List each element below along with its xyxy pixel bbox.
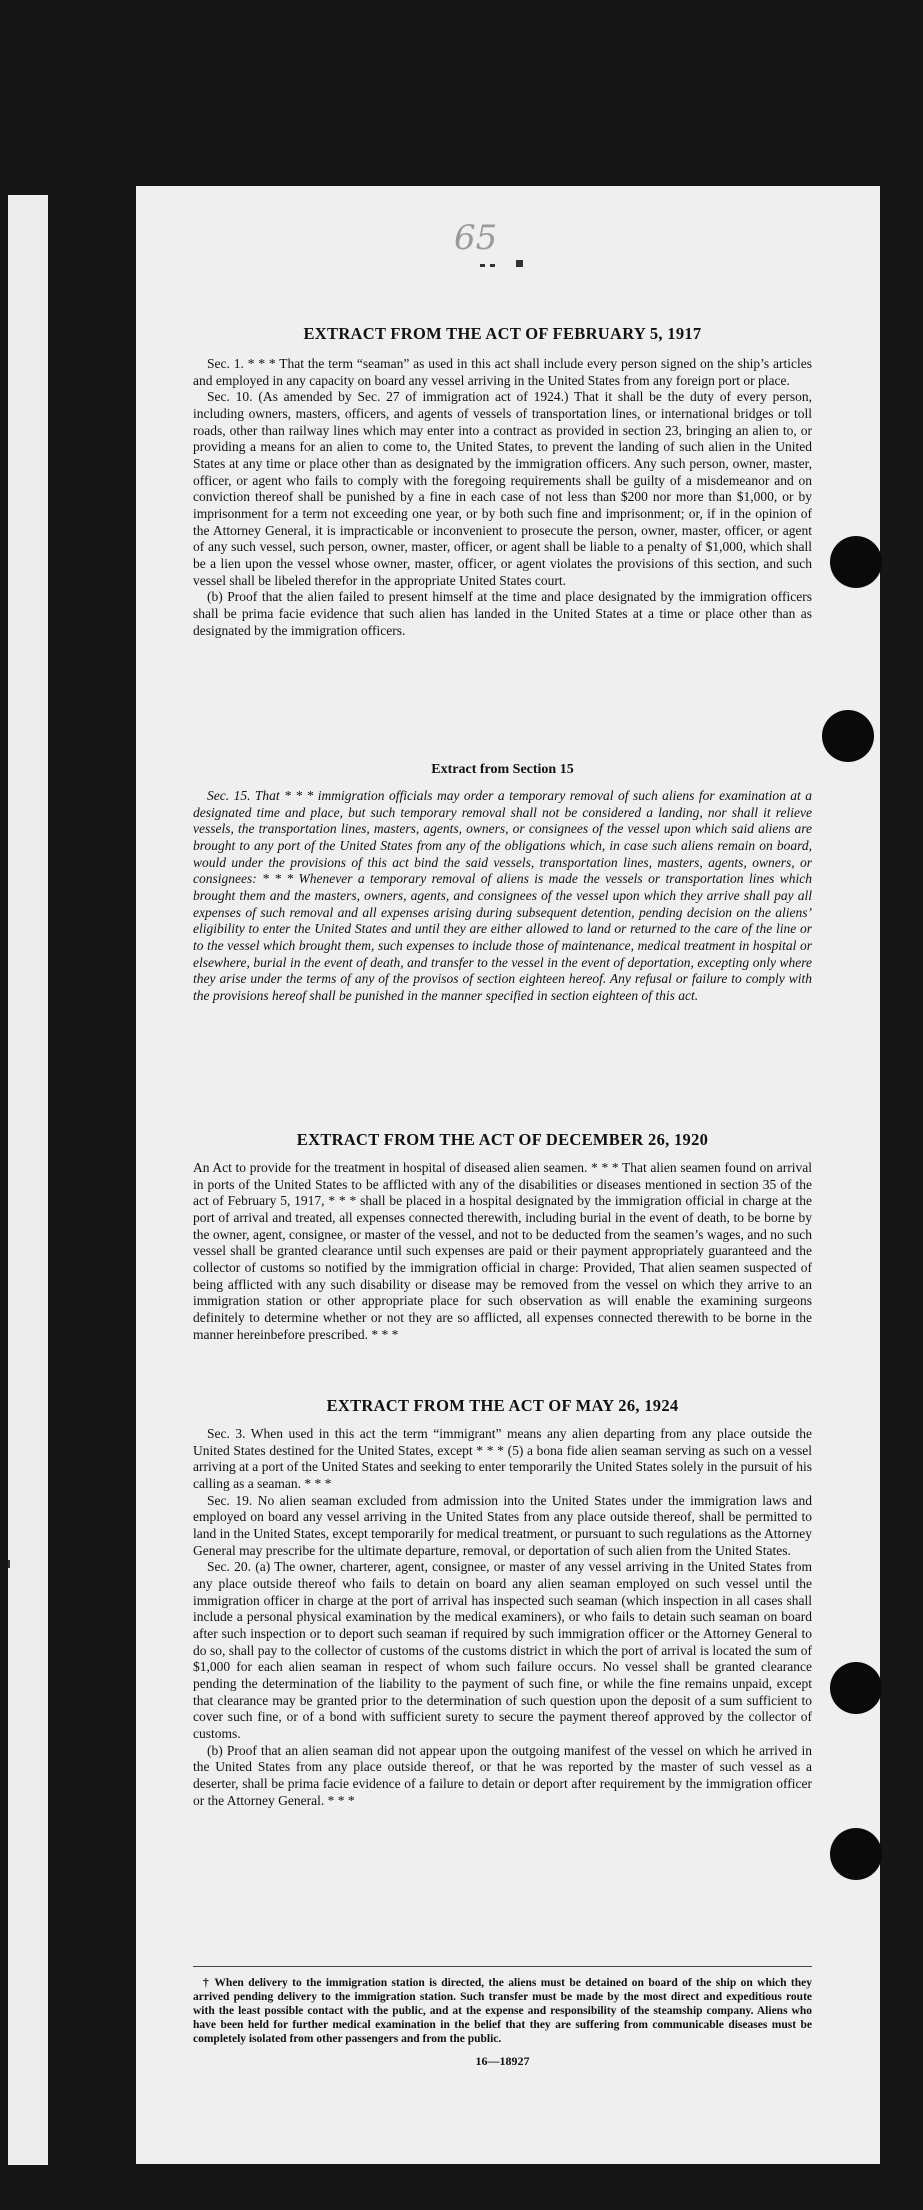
edge-speck bbox=[8, 1560, 10, 1568]
punch-hole bbox=[830, 536, 882, 588]
footnote-divider bbox=[193, 1966, 812, 1967]
punch-hole bbox=[830, 1828, 882, 1880]
section-heading: Extract from Section 15 bbox=[431, 762, 574, 777]
paragraph-sec-3: Sec. 3. When used in this act the term “immigrant” means any alien departing from any place outside the United States destined for the United States, except * * * (5) a bona fide alien seaman serving as such on a vessel arriving at a port of the United States and seeking to enter temporarily the United States solely in the pursuit of his calling as a seaman. * * * bbox=[193, 1426, 812, 1492]
document-page bbox=[136, 186, 880, 2164]
punch-hole bbox=[830, 1662, 882, 1714]
paragraph-sec-20-a: Sec. 20. (a) The owner, charterer, agent, consignee, or master of any vessel arriving in the United States from any place outside thereof who fails to detain on board any alien seaman employed on such vessel until the immigration officer in charge at the port of arrival has inspected such seaman (which inspection in all cases shall include a personal physical examination by the medical examiners), or who fails to detain such seaman on board after such inspection or to deport such seaman if required by such immigration officer or the Attorney General to do so, shall pay to the collector of customs of the customs district in which the port of arrival is located the sum of $1,000 for each alien seaman in respect of whom such failure occurs. No vessel shall be granted clearance pending the determination of the liability to the payment of such fine, or while the fine remains unpaid, except that clearance may be granted prior to the determination of such question upon the deposit of a sum sufficient to cover such fine, or of a bond with sufficient surety to secure the payment thereof approved by the collector of customs. bbox=[193, 1559, 812, 1742]
ink-marks bbox=[472, 260, 542, 272]
section-15-extract bbox=[193, 762, 812, 1005]
section-dec-1920 bbox=[193, 1130, 812, 1343]
paragraph-sec-10-b: (b) Proof that the alien failed to present himself at the time and place designated by the immigration officers shall be prima facie evidence that such alien has landed in the United States at a time or place other than as designated by the immigration officers. bbox=[193, 589, 812, 638]
paragraph-act-1920: An Act to provide for the treatment in hospital of diseased alien seamen. * * * That alien seamen found on arrival in ports of the United States to be afflicted with any of the disabilities or diseases mentioned in section 35 of the act of February 5, 1917, * * * shall be placed in a hospital designated by the immigration official in charge at the port of arrival and treated, all expenses connected therewith, including burial in the event of death, to be borne by the owner, agent, consignee, or master of the vessel, and not to be deducted from the seamen’s wages, and no such vessel shall be granted clearance until such expenses are paid or their payment appropriately guaranteed and the collector of customs so notified by the immigration official in charge: Provided, That alien seamen suspected of being afflicted with any such disability or disease may be removed from the vessel on which they arrive to an immigration station or other appropriate place for such observation as will enable the examining surgeons definitely to determine whether or not they are so afflicted, all expenses connected therewith to be borne in the manner hereinbefore prescribed. * * * bbox=[193, 1160, 812, 1342]
paragraph-sec-19: Sec. 19. No alien seaman excluded from admission into the United States under the immigration laws and employed on board any vessel arriving in the United States from any place outside thereof, shall be permitted to land in the United States, except temporarily for medical treatment, or pursuant to such regulations as the Attorney General may prescribe for the ultimate departure, removal, or deportation of such alien from the United States. bbox=[193, 1492, 812, 1558]
section-heading: EXTRACT FROM THE ACT OF FEBRUARY 5, 1917 bbox=[303, 324, 702, 343]
section-heading: EXTRACT FROM THE ACT OF MAY 26, 1924 bbox=[326, 1396, 679, 1415]
paragraph-sec-20-b: (b) Proof that an alien seaman did not appear upon the outgoing manifest of the vessel on which he arrived in the United States from any place outside thereof, or that he was reported by the master of such vessel as a deserter, shall be prima facie evidence of a failure to detain or deport after requirement by the immigration officer or the Attorney General. * * * bbox=[193, 1742, 812, 1808]
footnote-block bbox=[193, 1976, 812, 2046]
paragraph-sec-1: Sec. 1. * * * That the term “seaman” as used in this act shall include every person signed on the ship’s articles and employed in any capacity on board any vessel arriving in the United States from any foreign port or place. bbox=[193, 356, 812, 388]
page-number: 16—18927 bbox=[475, 2054, 530, 2068]
section-may-1924 bbox=[193, 1396, 812, 1809]
punch-hole bbox=[822, 710, 874, 762]
footnote-text: † When delivery to the immigration station is directed, the aliens must be detained on board of the ship on which they arrived pending delivery to the immigration station. Such transfer must be made by the most direct and expeditious route with the least possible contact with the public, and at the expense and responsibility of the steamship company. Aliens who have been held for further medical examination in the belief that they are suffering from communicable diseases must be completely isolated from other passengers and from the public. bbox=[193, 1977, 812, 2046]
adjacent-page-edge bbox=[8, 195, 48, 2165]
handwritten-page-mark: 65 bbox=[454, 218, 498, 258]
section-feb-1917 bbox=[193, 324, 812, 639]
paragraph-sec-10: Sec. 10. (As amended by Sec. 27 of immigration act of 1924.) That it shall be the duty of every person, including owners, masters, officers, and agents of vessels of transportation lines, or international bridges or toll roads, other than railway lines which may enter into a contract as provided in section 23, bringing an alien to, or providing a means for an alien to come to, the United States, to prevent the landing of such alien in the United States at any time or place other than as designated by the immigration officers. Any such person, owner, master, officer, or agent who fails to comply with the foregoing requirements shall be guilty of a misdemeanor and on conviction thereof shall be punished by a fine in each case of not less than $200 nor more than $1,000, or by imprisonment for a term not exceeding one year, or by both such fine and imprisonment; or, if in the opinion of the Attorney General, it is impracticable or inconvenient to prosecute the person, owner, master, officer, or agent of any such vessel, such person, owner, master, officer, or agent shall be liable to a penalty of $1,000, which shall be a lien upon the vessel whose owner, master, officer, or agent violates the provisions of this section, and such vessel shall be libeled therefor in the appropriate United States court. bbox=[193, 389, 812, 588]
margin-marks bbox=[838, 1180, 848, 1300]
paragraph-sec-15: Sec. 15. That * * * immigration officials may order a temporary removal of such aliens for examination at a designated time and place, but such temporary removal shall not be considered a landing, nor shall it relieve vessels, the transportation lines, masters, agents, owners, or consignees of the vessel upon which said aliens are brought to any port of the United States from any of the obligations which, in case such aliens remain on board, would under the provisions of this act bind the said vessels, transportation lines, masters, agents, owners, or consignees: * * * Whenever a temporary removal of aliens is made the vessels or transportation lines which brought them and the masters, owners, agents, and consignees of the vessel upon which they arrive shall pay all expenses of such removal and all expenses arising during subsequent detention, pending decision on the aliens’ eligibility to enter the United States and until they are either allowed to land or returned to the care of the line or to the vessel which brought them, such expenses to include those of maintenance, medical treatment in hospital or elsewhere, burial in the event of death, and transfer to the vessel in the event of deportation, excepting only where they arise under the terms of any of the provisos of section eighteen hereof. Any refusal or failure to comply with the provisions hereof shall be punished in the manner specified in section eighteen of this act. bbox=[193, 788, 812, 1004]
section-heading: EXTRACT FROM THE ACT OF DECEMBER 26, 1920 bbox=[296, 1130, 709, 1149]
